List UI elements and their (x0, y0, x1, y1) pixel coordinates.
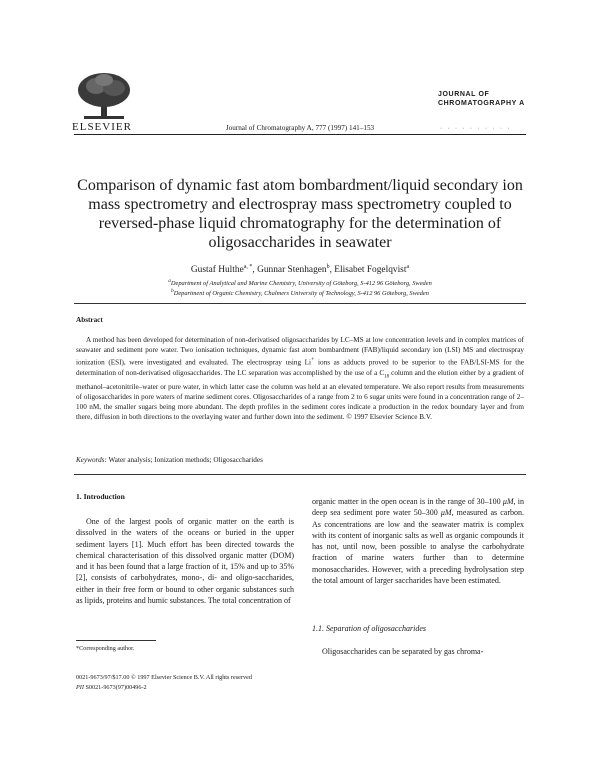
lithium-charge: + (311, 357, 315, 364)
affiliation-b-text: Department of Organic Chemistry, Chalmers University of Technology, S-412 96 Göteborg, Sweden (173, 290, 429, 298)
abstract-text (76, 335, 524, 423)
author-1-affiliation-mark: a, * (243, 264, 253, 270)
publisher-name: ELSEVIER (72, 121, 132, 133)
pii-label: PII (76, 684, 84, 691)
journal-citation: Journal of Chromatography A, 777 (1997) 141–153 (225, 124, 375, 132)
copyright-line: 0021-9673/97/$17.00 © 1997 Elsevier Science B.V. All rights reserved (76, 674, 252, 681)
keywords-list: Water analysis; Ionization methods; Oligosaccharides (106, 456, 263, 464)
right-text-c: , measured as carbon. As concentrations are low and the seawater matrix is complex with its content of inorganic salts as well as organic compounds it has not, until now, been possible to analyse the carbohydrate fraction of marine waters further than to determine monosaccharides. However, with a preceding hydrolysation step the total amount of larger saccharides have been estimated. (312, 508, 524, 586)
section-heading-introduction: 1. Introduction (76, 492, 125, 501)
introduction-paragraph-right (312, 496, 524, 586)
affiliation-a (0, 278, 600, 287)
paper-title: Comparison of dynamic fast atom bombardment/liquid secondary ion mass spectrometry and electrospray mass spectrometry coupled to reversed-phase liquid chromatography for the determination of oligosaccharides in seawater (77, 177, 523, 251)
abstract-part-1: A method has been developed for determination of non-derivatised oligosaccharides by LC–MS at low concentration levels and in complex matrices of seawater and sediment pore water. Two ionisation techniques, dynamic fast atom bombardment (FAB)/liquid secondary ion (LSI) MS and electrospray ionization (ESI), were investigated and evaluated. The electrospray using Li (76, 336, 524, 367)
author-2: Gunnar Stenhagen (257, 265, 327, 276)
unit-micromolar: μM (440, 508, 452, 518)
unit-micromolar: μM (502, 497, 514, 506)
introduction-paragraph-left: One of the largest pools of organic matter on the earth is dissolved in the waters of the oceans or buried in the upper sediment layers [1]. Much effort has been directed towards the chemical characterisation of this dissolved organic matter (DOM) and it has been found that a large fraction of it, 15% and up to 35% [2], consists of carbohydrates, mono-, di- and oligo-saccharides, either in their free form or bound to other organic substances such as lipids, proteins and humic substances. The total concentration of (76, 517, 294, 606)
footnote-rule (76, 640, 156, 641)
abstract-heading: Abstract (76, 316, 103, 324)
author-separator: , (329, 265, 335, 276)
author-3-affiliation-mark: a (406, 264, 410, 270)
journal-name-line1: JOURNAL OF (438, 91, 490, 98)
corresponding-author-footnote: *Corresponding author. (76, 645, 135, 652)
keywords (76, 456, 263, 464)
abstract-bottom-rule (74, 474, 526, 475)
journal-ornament: · · · · · · · · · · (440, 126, 512, 132)
affiliation-b-mark: b (171, 288, 174, 294)
author-2-affiliation-mark: b (326, 264, 330, 270)
author-1: Gustaf Hulthe (190, 265, 244, 276)
abstract-part-3: column and the elution either by a gradient of methanol–acetonitrile–water or pure water, in which latter case the column was held at an elevated temperature. We also report results from measurements of oligosaccharides in pore waters of marine sediment cores. Oligosaccharides of a range from 2 to 6 sugar units were found in a concentration range of 2–100 nM, the smaller sugars being more abundant. The depth profiles in the sediment cores indicate a production in the redox boundary layer and from there, diffusion in both directions to the overlaying water and further down into the sediment. © 1997 Elsevier Science B.V. (76, 368, 524, 422)
header-rule (74, 134, 526, 135)
journal-name (438, 90, 525, 108)
subsection-heading-separation: 1.1. Separation of oligosaccharides (312, 624, 426, 633)
affiliation-b (0, 288, 600, 297)
author-list (0, 264, 600, 275)
abstract-part-2: ions as adducts proved to be superior to the FAB/LSI-MS for the determination of non-derivatised oligosaccharides. The LC separation was accomplished by the use of a C (76, 358, 524, 377)
affiliation-a-text: Department of Analytical and Marine Chemistry, University of Göteborg, S-412 96 Göteborg, Sweden (170, 280, 432, 288)
elsevier-tree-logo (74, 72, 134, 120)
keywords-label: Keywords: (76, 456, 107, 464)
abstract-top-rule (74, 303, 526, 304)
right-text-b: , in deep sea sediment pore water 50–300 (312, 497, 524, 518)
c18-subscript: 18 (384, 374, 390, 380)
author-separator: , (252, 265, 258, 276)
journal-name-line2: CHROMATOGRAPHY A (438, 100, 525, 107)
right-text-a: organic matter in the open ocean is in the range of 30–100 (312, 497, 503, 506)
affiliation-a-mark: a (168, 278, 171, 284)
pii-value: S0021-9673(97)00496-2 (83, 684, 147, 691)
author-3: Elisabet Fogelqvist (334, 265, 407, 276)
pii-line (76, 683, 252, 693)
separation-paragraph: Oligosaccharides can be separated by gas chroma- (322, 647, 484, 656)
copyright-block (76, 673, 252, 693)
